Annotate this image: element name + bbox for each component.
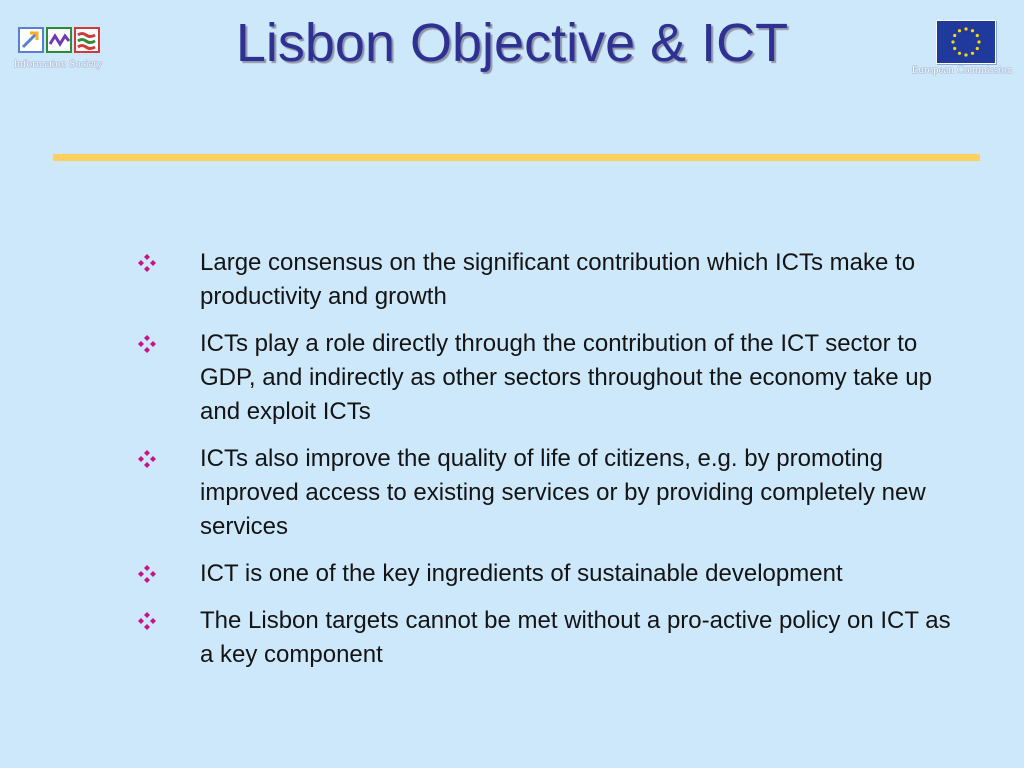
european-commission-caption: European Commission bbox=[911, 64, 1013, 76]
four-diamond-bullet-icon bbox=[138, 442, 200, 476]
eu-flag-icon bbox=[936, 20, 996, 64]
information-society-logo bbox=[6, 22, 110, 74]
slide-title: Lisbon Objective & ICT bbox=[235, 13, 789, 73]
four-diamond-bullet-icon bbox=[138, 604, 200, 638]
bullet-item-3 bbox=[138, 442, 968, 544]
bullet-text: Large consensus on the significant contribution which ICTs make to productivity and growth bbox=[200, 249, 916, 310]
bullet-list bbox=[138, 246, 968, 685]
bullet-item-2 bbox=[138, 327, 968, 429]
bullet-text: ICTs also improve the quality of life of citizens, e.g. by promoting improved access to existing services or by providing completely new services bbox=[200, 445, 926, 540]
bullet-item-4 bbox=[138, 557, 968, 591]
bullet-item-5 bbox=[138, 604, 968, 672]
eu-stars-icon bbox=[937, 21, 995, 63]
title-divider bbox=[53, 154, 980, 161]
four-diamond-bullet-icon bbox=[138, 327, 200, 361]
four-diamond-bullet-icon bbox=[138, 557, 200, 591]
four-diamond-bullet-icon bbox=[138, 246, 200, 280]
bullet-text: The Lisbon targets cannot be met without a pro-active policy on ICT as a key component bbox=[200, 607, 951, 668]
bullet-text: ICTs play a role directly through the contribution of the ICT sector to GDP, and indirectly as other sectors throughout the economy take up and exploit ICTs bbox=[200, 330, 932, 425]
bullet-item-1 bbox=[138, 246, 968, 314]
information-society-caption: Information Society bbox=[13, 58, 103, 70]
european-commission-logo bbox=[900, 20, 1024, 80]
bullet-text: ICT is one of the key ingredients of sustainable development bbox=[200, 560, 843, 587]
information-society-logo-icon bbox=[18, 27, 100, 55]
